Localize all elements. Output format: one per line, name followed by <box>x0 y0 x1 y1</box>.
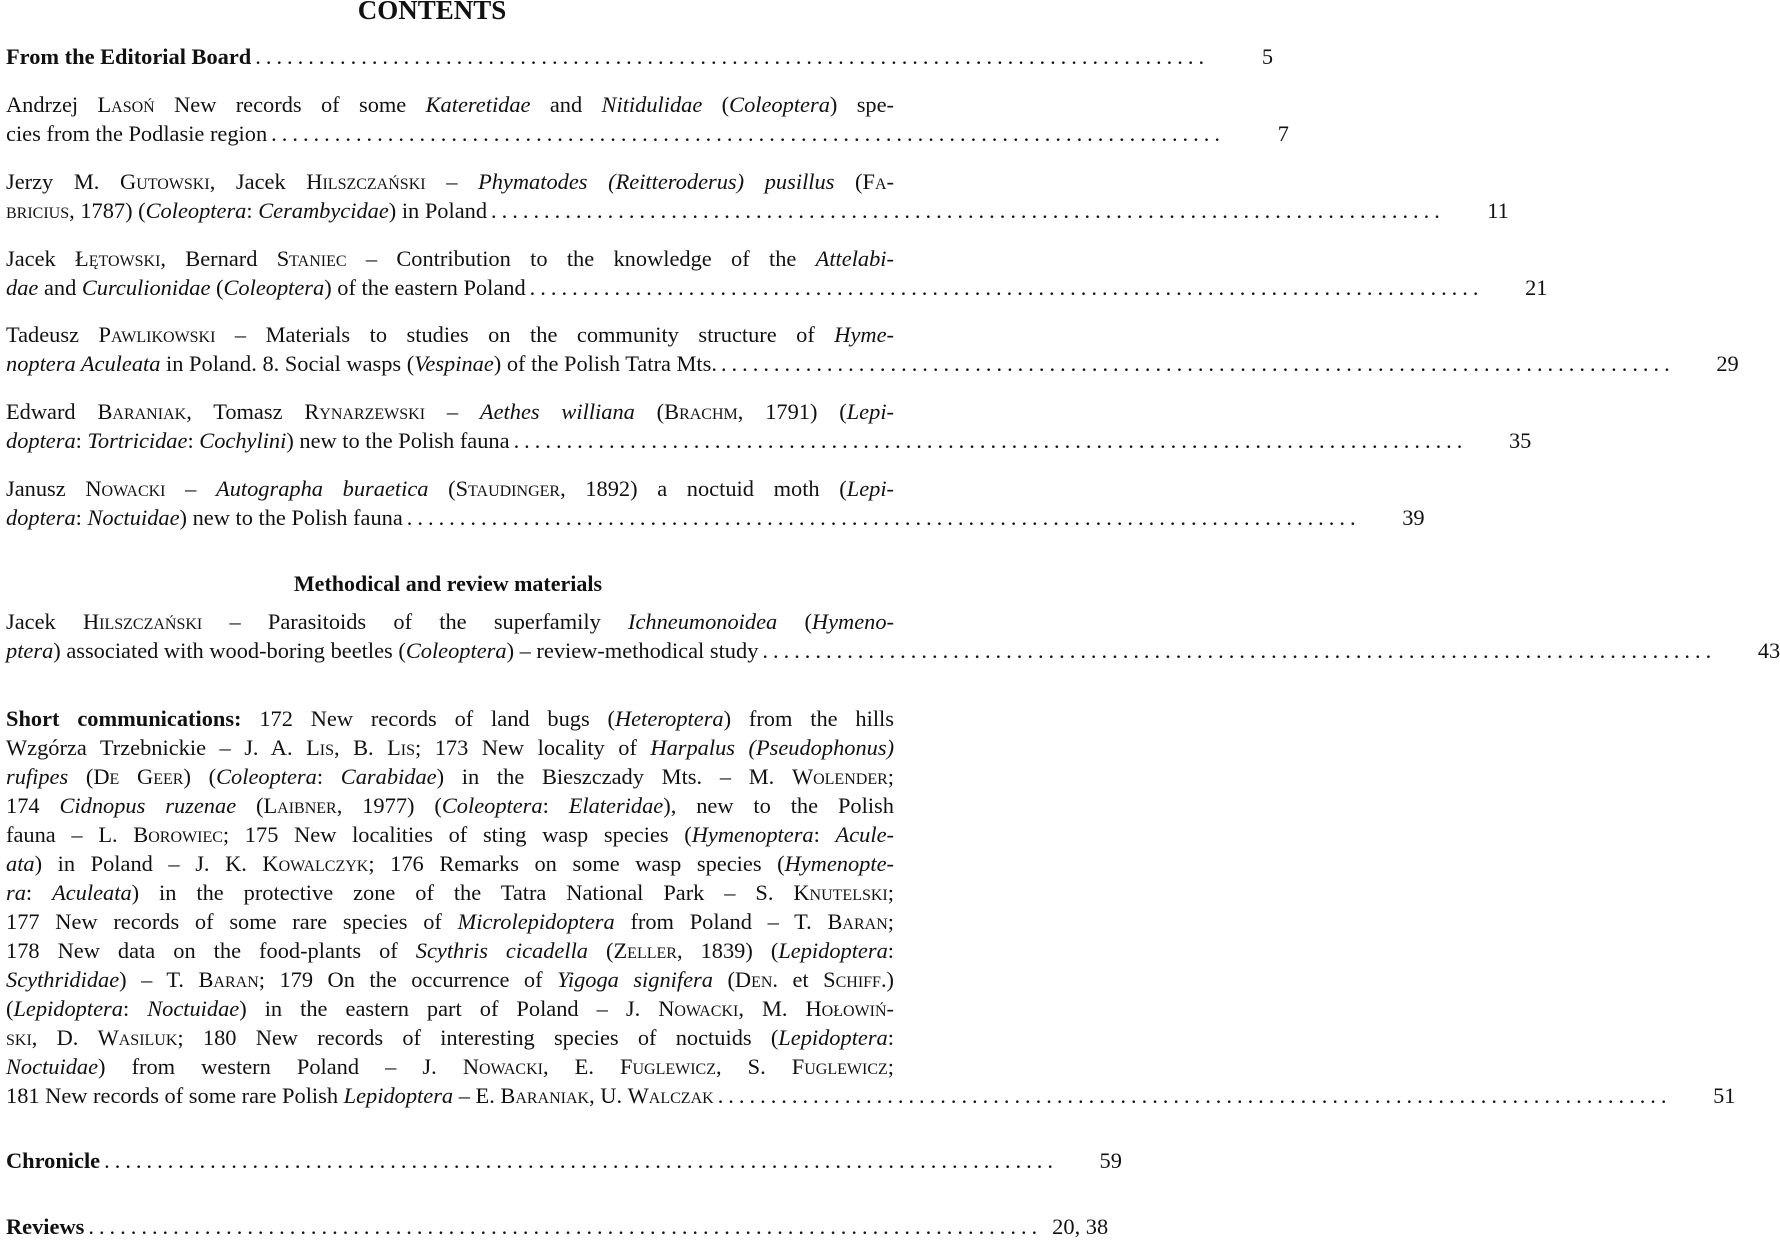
dot-leader: .......................................................................................... <box>255 44 1210 69</box>
dot-leader: .......................................................................................... <box>271 121 1225 146</box>
toc-entry-chronicle[interactable] <box>6 1146 1122 1175</box>
page-number: 43 <box>1757 638 1780 663</box>
page-number: 35 <box>1508 428 1532 453</box>
dot-leader: .......................................................................................... <box>88 1214 1043 1239</box>
dot-leader: .......................................................................................... <box>513 428 1468 453</box>
page-number: 11 <box>1487 198 1509 223</box>
toc-entry-methodical[interactable]: Jacek Hilszczański – Parasitoids of the superfamily Ichneumonoidea (Hymeno- ptera) associated with wood-boring beetles (Coleoptera) – review-methodical study .......................................................................................... 43 <box>6 609 1780 663</box>
dot-leader: .......................................................................................... <box>104 1148 1058 1173</box>
page-number: 59 <box>1099 1148 1122 1173</box>
page-number: 21 <box>1525 275 1548 300</box>
page-number: 7 <box>1277 121 1289 146</box>
page-number: 29 <box>1716 351 1739 376</box>
dot-leader: .......................................................................................... <box>720 351 1675 376</box>
toc-entry-1[interactable]: Andrzej Lasoń New records of some Kateretidae and Nitidulidae (Coleoptera) spe- cies from the Podlasie region .......................................................................................... 7 <box>6 92 1289 146</box>
author-surname: Hilszczański <box>306 169 426 194</box>
dot-leader: .......................................................................................... <box>717 1083 1672 1108</box>
dot-leader: .......................................................................................... <box>491 198 1445 223</box>
entry-title: From the Editorial Board <box>6 44 252 69</box>
author-surname: Gutowski <box>120 169 210 194</box>
page-title: CONTENTS <box>357 0 507 25</box>
toc-entry-short-communications[interactable]: Short communications: 172 New records of land bugs (Heteroptera) from the hills Wzgórza Trzebnickie – J. A. Lis, B. Lis; 173 New locality of Harpalus (Pseudophonus) rufipes (De Geer) (Coleoptera: Carabidae) in the Bieszczady Mts. – M. Wolender; 174 Cidnopus ruzenae (Laibner, 1977) (Coleoptera: Elateridae), new to the Polish fauna – L. Borowiec; 175 New localities of sting wasp species (Hymenoptera: Acule- ata) in Poland – J. K. Kowalczyk; 176 Remarks on some wasp species (Hymenopte- ra: Aculeata) in the protective zone of the Tatra National Park – S. Knutelski; 177 New records of some rare species of Microlepidoptera from Poland – T. Baran; 178 New data on the food-plants of Scythris cicadella (Zeller, 1839) (Lepidoptera: Scythrididae) – T. Baran; 179 On the occurrence of Yigoga signifera (Den. et Schiff.) (Lepidoptera: Noctuidae) in the eastern part of Poland – J. Nowacki, M. Hołowiń- ski, D. Wasiluk; 180 New records of interesting species of noctuids (Lepidoptera: Noctuidae) from western Poland – J. Nowacki, E. Fuglewicz, S. Fuglewicz; 181 New records of some rare Polish Lepidoptera – E. Baraniak, U. Walczak .......................................................................................... 51 <box>6 706 1736 1108</box>
author-surname: Hilszczański <box>82 609 203 634</box>
author-surname: Lasoń <box>97 92 155 117</box>
page-number: 51 <box>1713 1083 1736 1108</box>
toc-entry-editorial[interactable] <box>6 42 1274 71</box>
toc-entry-reviews[interactable] <box>6 1212 1109 1241</box>
dot-leader: .......................................................................................... <box>762 638 1717 663</box>
page-number: 20, 38 <box>1052 1214 1109 1239</box>
dot-leader: .......................................................................................... <box>406 505 1361 530</box>
author-surname: Rynarzewski <box>304 399 426 424</box>
author-surname: Pawlikowski <box>98 322 216 347</box>
toc-entry-3[interactable]: Jacek Łętowski, Bernard Staniec – Contribution to the knowledge of the Attelabi- dae and Curculionidae (Coleoptera) of the eastern Poland .......................................................................................... 21 <box>6 246 1548 300</box>
toc-entry-5[interactable]: Edward Baraniak, Tomasz Rynarzewski – Aethes williana (Brachm, 1791) (Lepi- doptera: Tortricidae: Cochylini) new to the Polish fauna .......................................................................................... 35 <box>6 399 1532 453</box>
toc-entry-4[interactable]: Tadeusz Pawlikowski – Materials to studies on the community structure of Hyme- noptera Aculeata in Poland. 8. Social wasps (Vespinae) of the Polish Tatra Mts. .......................................................................................... 29 <box>6 322 1739 376</box>
entry-title: Chronicle <box>6 1148 101 1173</box>
toc-entry-2[interactable]: Jerzy M. Gutowski, Jacek Hilszczański – Phymatodes (Reitteroderus) pusillus (Fa- bricius, 1787) (Coleoptera: Cerambycidae) in Poland .......................................................................................... 11 <box>6 169 1509 223</box>
entry-title: Reviews <box>6 1214 85 1239</box>
page-number: 39 <box>1402 505 1425 530</box>
page-number: 5 <box>1261 44 1274 69</box>
author-surname: Nowacki <box>85 476 166 501</box>
section-heading-methodical: Methodical and review materials <box>293 571 603 596</box>
dot-leader: .......................................................................................... <box>529 275 1484 300</box>
toc-entry-6[interactable]: Janusz Nowacki – Autographa buraetica (Staudinger, 1892) a noctuid moth (Lepi- doptera: Noctuidae) new to the Polish fauna .......................................................................................... 39 <box>6 476 1425 530</box>
author-surname: Łętowski <box>75 246 161 271</box>
author-surname: Baraniak <box>97 399 187 424</box>
section-label: Short communications: <box>6 706 242 731</box>
author-surname: Staniec <box>276 246 347 271</box>
